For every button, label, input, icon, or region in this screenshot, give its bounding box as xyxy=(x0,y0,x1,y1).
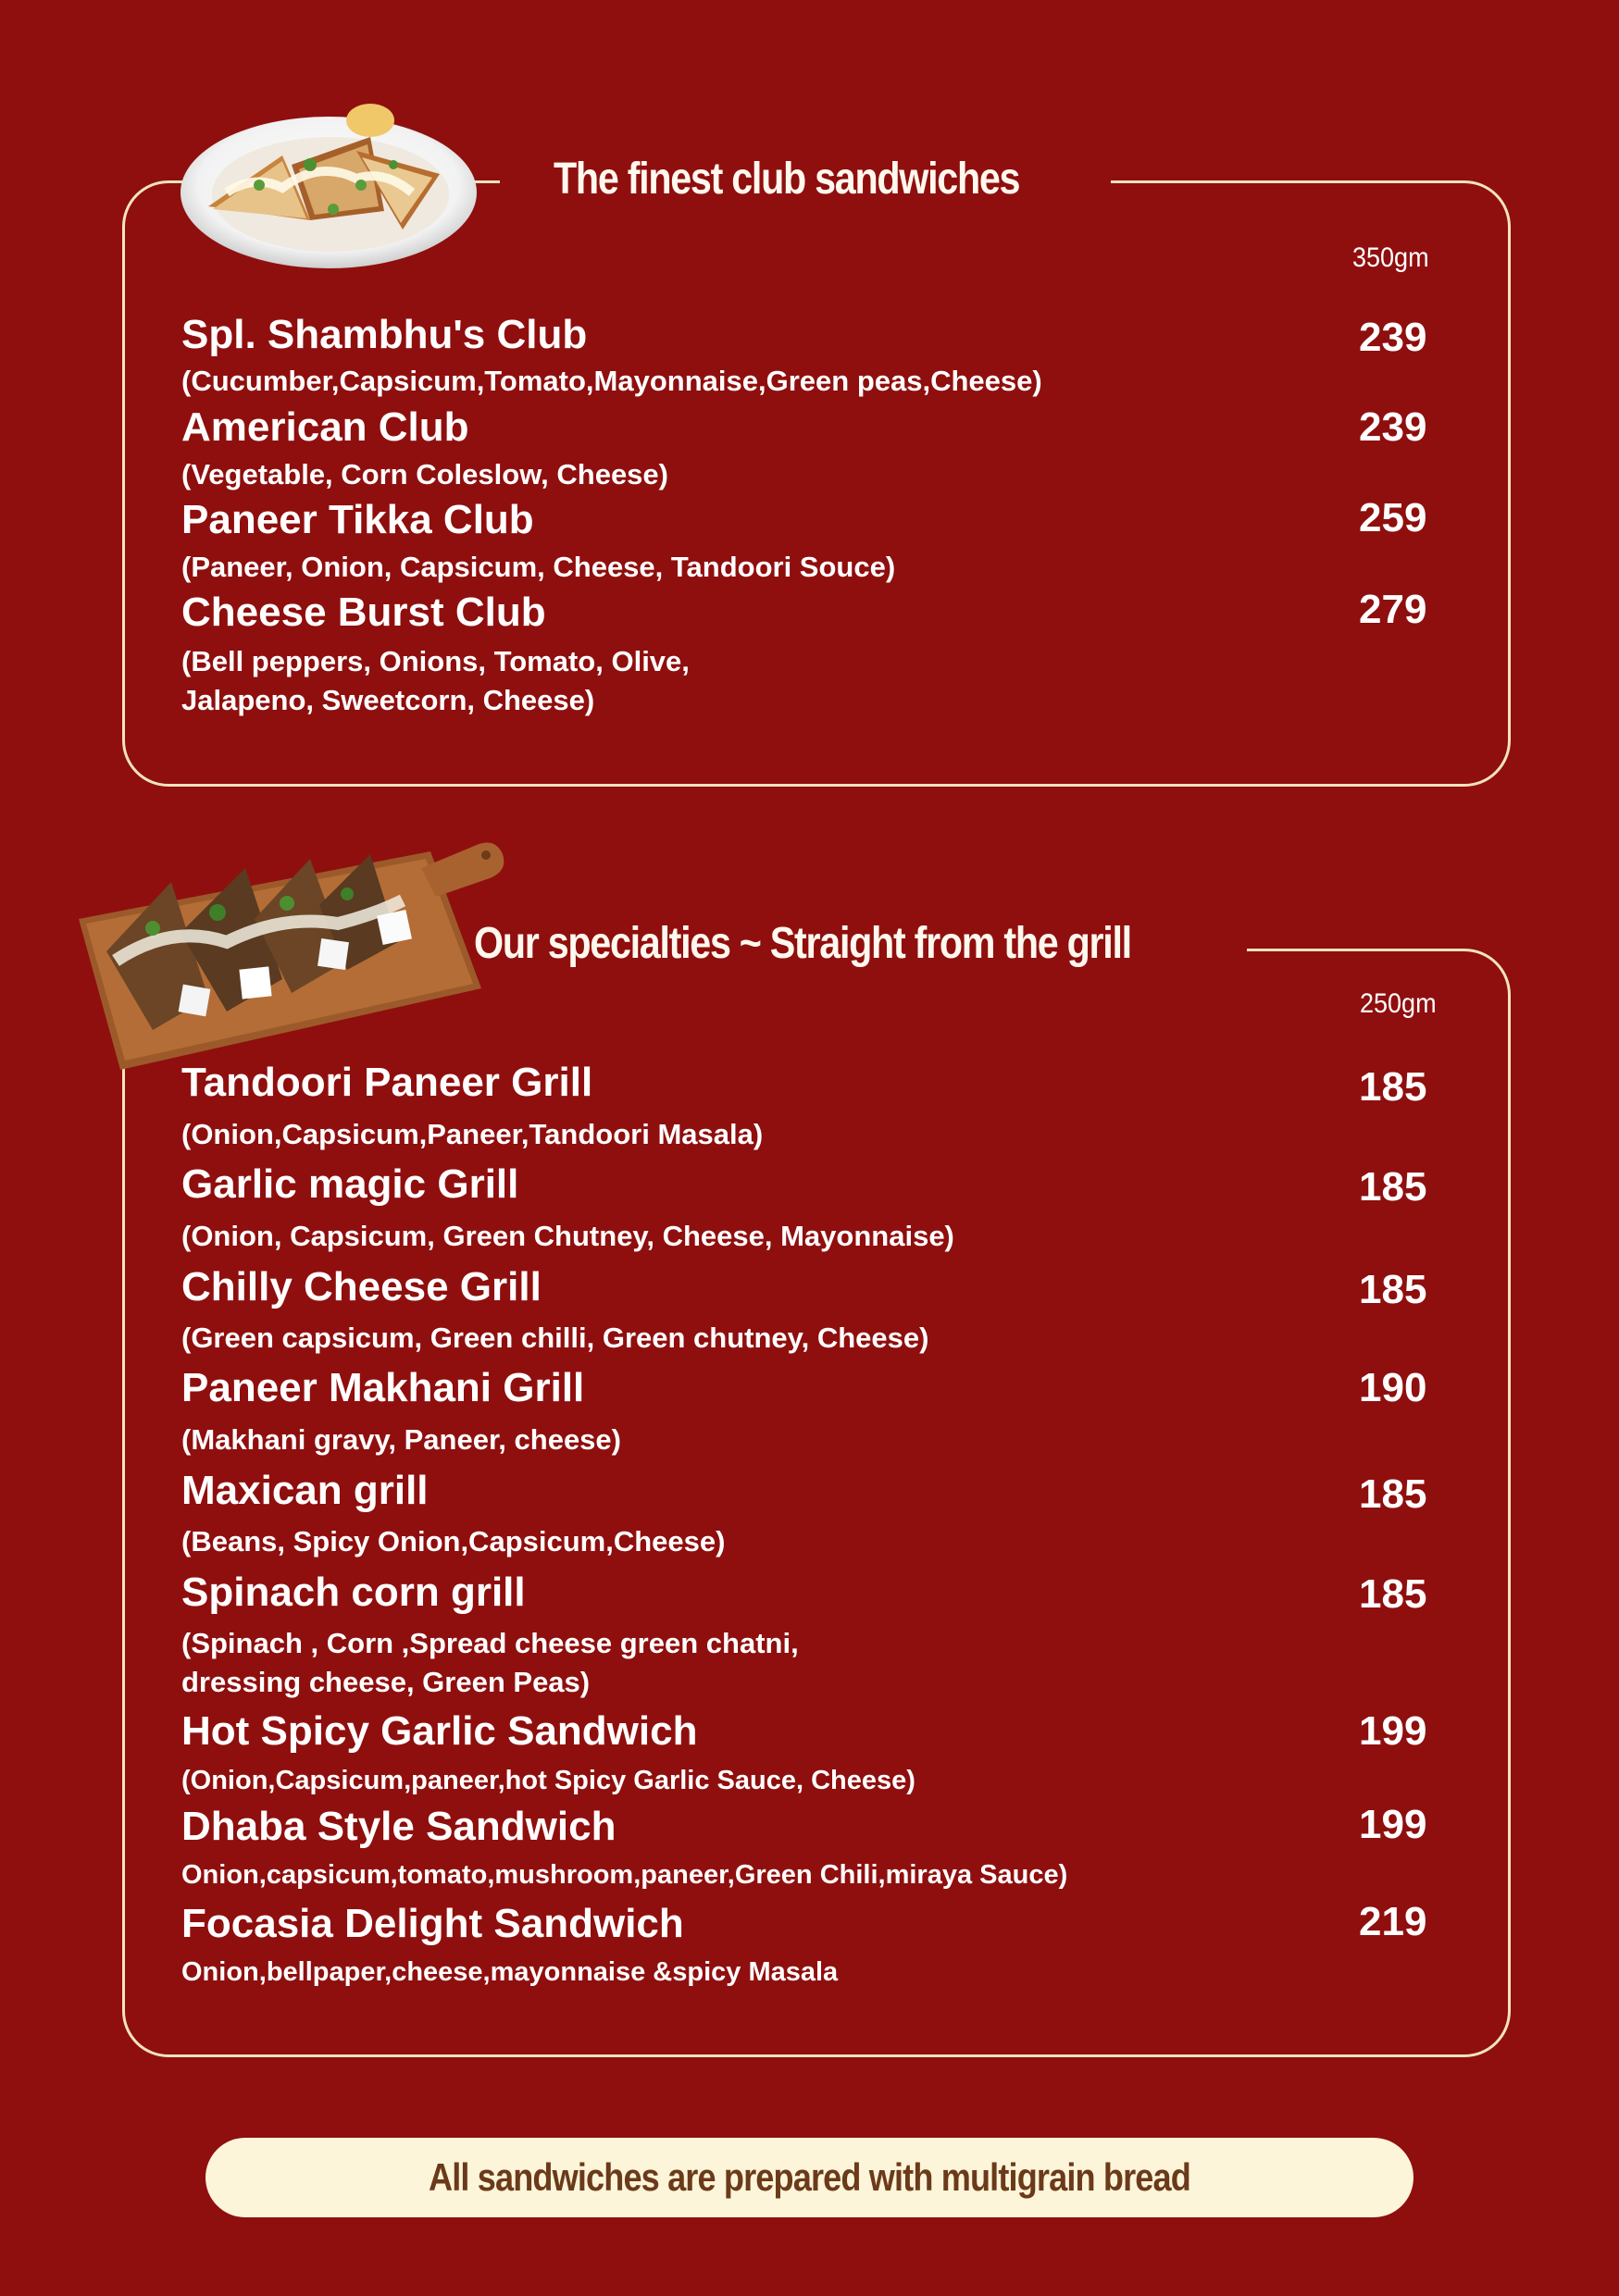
menu-item-description: (Onion,Capsicum,Paneer,Tandoori Masala) xyxy=(181,1118,764,1150)
menu-item-price: 185 xyxy=(1359,1064,1427,1110)
menu-item-name: Paneer Makhani Grill xyxy=(181,1365,585,1410)
menu-item-name: Chilly Cheese Grill xyxy=(181,1264,542,1309)
menu-item-price: 219 xyxy=(1359,1899,1427,1944)
menu-item-price: 190 xyxy=(1359,1365,1427,1410)
menu-item-name: Paneer Tikka Club xyxy=(181,497,534,542)
footer-note: All sandwiches are prepared with multigrain bread xyxy=(429,2155,1190,2199)
menu-item-price: 239 xyxy=(1359,315,1427,360)
menu-item-price: 199 xyxy=(1359,1802,1427,1847)
menu-item-name: American Club xyxy=(181,404,469,450)
menu-item-description: (Bell peppers, Onions, Tomato, Olive, Jalapeno, Sweetcorn, Cheese) xyxy=(181,645,690,716)
club-section-title: The finest club sandwiches xyxy=(554,155,1020,204)
menu-item-name: Focasia Delight Sandwich xyxy=(181,1901,684,1946)
grilled-sandwich-board-image xyxy=(69,831,504,1076)
menu-item-price: 185 xyxy=(1359,1471,1427,1517)
menu-item-price: 185 xyxy=(1359,1164,1427,1210)
menu-item-description: (Makhani gravy, Paneer, cheese) xyxy=(181,1423,621,1456)
menu-item-description: (Onion,Capsicum,paneer,hot Spicy Garlic Sauce, Cheese) xyxy=(181,1766,915,1795)
menu-item-description: (Green capsicum, Green chilli, Green chutney, Cheese) xyxy=(181,1322,929,1354)
club-weight-label: 350gm xyxy=(1352,242,1429,273)
menu-item-name: Spinach corn grill xyxy=(181,1570,526,1615)
club-sandwich-plate-image xyxy=(171,100,481,276)
menu-item-price: 259 xyxy=(1359,495,1427,540)
menu-item-name: Hot Spicy Garlic Sandwich xyxy=(181,1708,698,1754)
menu-item-name: Spl. Shambhu's Club xyxy=(181,312,588,357)
menu-item-price: 239 xyxy=(1359,404,1427,450)
menu-item-price: 185 xyxy=(1359,1571,1427,1617)
menu-item-name: Maxican grill xyxy=(181,1468,429,1513)
menu-item-description: (Cucumber,Capsicum,Tomato,Mayonnaise,Green peas,Cheese) xyxy=(181,365,1042,397)
grill-section-title: Our specialties ~ Straight from the grill xyxy=(474,919,1131,968)
menu-item-description: (Onion, Capsicum, Green Chutney, Cheese, Mayonnaise) xyxy=(181,1220,954,1252)
menu-item-description: Onion,capsicum,tomato,mushroom,paneer,Green Chili,miraya Sauce) xyxy=(181,1860,1068,1890)
menu-item-name: Tandoori Paneer Grill xyxy=(181,1060,593,1105)
menu-item-description: (Vegetable, Corn Coleslow, Cheese) xyxy=(181,458,668,490)
menu-item-name: Cheese Burst Club xyxy=(181,590,546,635)
menu-item-description: Onion,bellpaper,cheese,mayonnaise &spicy Masala xyxy=(181,1957,839,1987)
footer-banner xyxy=(205,2138,1414,2217)
menu-item-description: (Beans, Spicy Onion,Capsicum,Cheese) xyxy=(181,1525,726,1558)
menu-item-price: 199 xyxy=(1359,1708,1427,1754)
menu-item-price: 279 xyxy=(1359,587,1427,632)
menu-item-name: Dhaba Style Sandwich xyxy=(181,1804,616,1849)
menu-item-description: (Spinach , Corn ,Spread cheese green chatni, dressing cheese, Green Peas) xyxy=(181,1627,799,1698)
menu-item-description: (Paneer, Onion, Capsicum, Cheese, Tandoori Souce) xyxy=(181,551,896,583)
menu-item-name: Garlic magic Grill xyxy=(181,1161,519,1207)
grill-weight-label: 250gm xyxy=(1360,988,1437,1019)
menu-item-price: 185 xyxy=(1359,1267,1427,1312)
